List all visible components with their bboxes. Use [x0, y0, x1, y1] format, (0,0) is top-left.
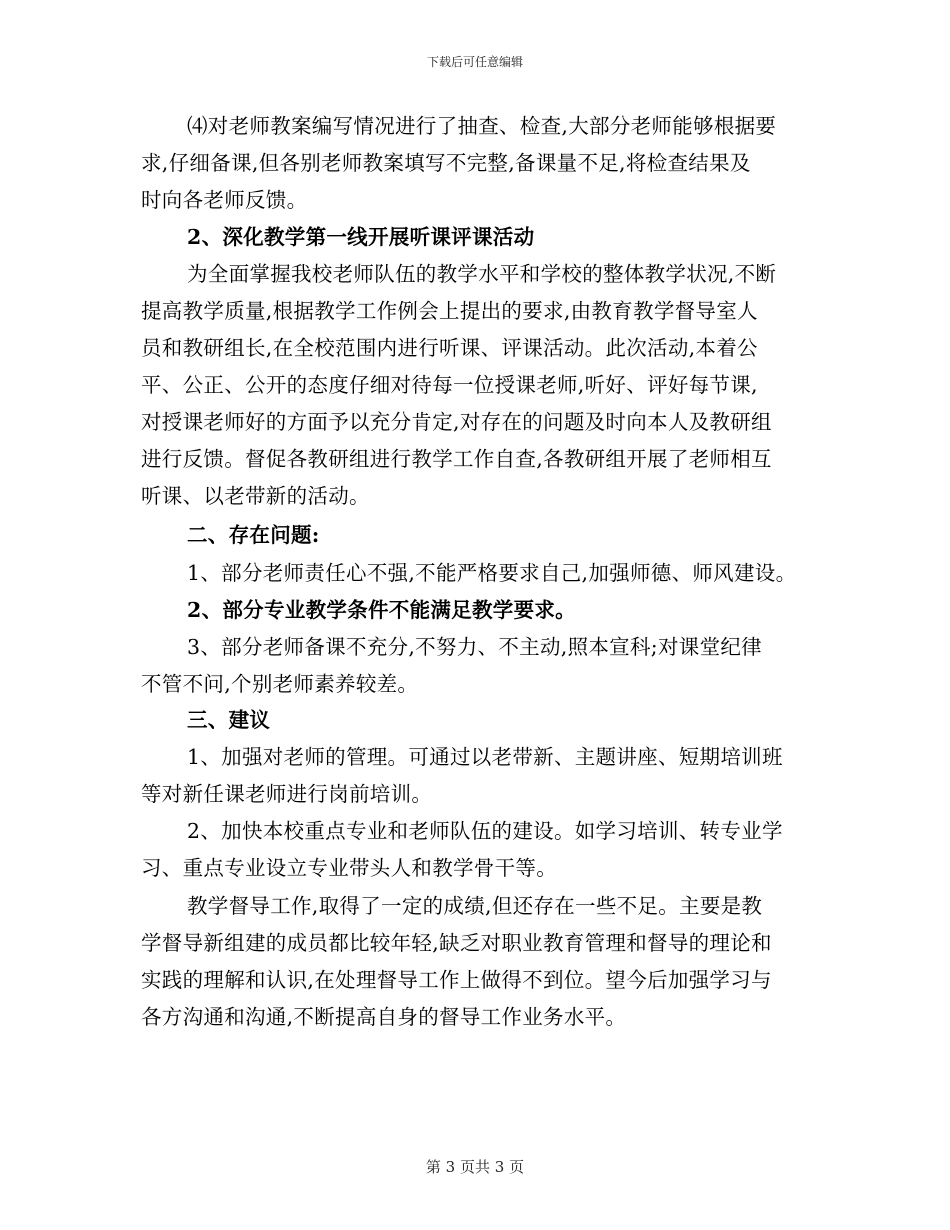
text-line: 学督导新组建的成员都比较年轻,缺乏对职业教育管理和督导的理论和 [141, 931, 772, 955]
text-line: 平、公正、公开的态度仔细对待每一位授课老师,听好、评好每节课, [141, 373, 758, 397]
text-line: 3、部分老师备课不充分,不努力、不主动,照本宣科;对课堂纪律 [187, 635, 762, 659]
text-line: 实践的理解和认识,在处理督导工作上做得不到位。望今后加强学习与 [141, 968, 772, 992]
text-line: 进行反馈。督促各教研组进行教学工作自查,各教研组开展了老师相互 [141, 447, 772, 471]
text-line: 对授课老师好的方面予以充分肯定,对存在的问题及时向本人及教研组 [141, 410, 772, 434]
section-heading: 二、存在问题: [187, 523, 320, 547]
text-line: 各方沟通和沟通,不断提高自身的督导工作业务水平。 [141, 1005, 627, 1029]
text-line: 不管不问,个别老师素养较差。 [141, 672, 419, 696]
page-header: 下载后可任意编辑 [426, 55, 523, 69]
section-heading: 2、部分专业教学条件不能满足教学要求。 [187, 598, 576, 622]
text-line: 2、加快本校重点专业和老师队伍的建设。如学习培训、转专业学 [187, 819, 783, 843]
text-line: 求,仔细备课,但各别老师教案填写不完整,备课量不足,将检查结果及 [141, 151, 751, 175]
text-line: 提高教学质量,根据教学工作例会上提出的要求,由教育教学督导室人 [141, 299, 758, 323]
page-footer: 第 3 页共 3 页 [425, 1158, 525, 1176]
text-line: 教学督导工作,取得了一定的成绩,但还存在一些不足。主要是教 [187, 894, 763, 918]
section-heading: 三、建议 [187, 708, 271, 732]
text-line: 1、加强对老师的管理。可通过以老带新、主题讲座、短期培训班 [187, 745, 783, 769]
text-line: 1、部分老师责任心不强,不能严格要求自己,加强师德、师风建设。 [187, 561, 797, 585]
text-line: 员和教研组长,在全校范围内进行听课、评课活动。此次活动,本着公 [141, 336, 758, 360]
text-line: 等对新任课老师进行岗前培训。 [141, 782, 433, 806]
text-line: 时向各老师反馈。 [141, 188, 308, 212]
text-line: ⑷对老师教案编写情况进行了抽查、检查,大部分老师能够根据要 [187, 114, 777, 138]
section-heading: 2、深化教学第一线开展听课评课活动 [187, 225, 535, 249]
text-line: 听课、以老带新的活动。 [141, 484, 370, 508]
text-line: 为全面掌握我校老师队伍的教学水平和学校的整体教学状况,不断 [187, 262, 777, 286]
text-line: 习、重点专业设立专业带头人和教学骨干等。 [141, 856, 557, 880]
